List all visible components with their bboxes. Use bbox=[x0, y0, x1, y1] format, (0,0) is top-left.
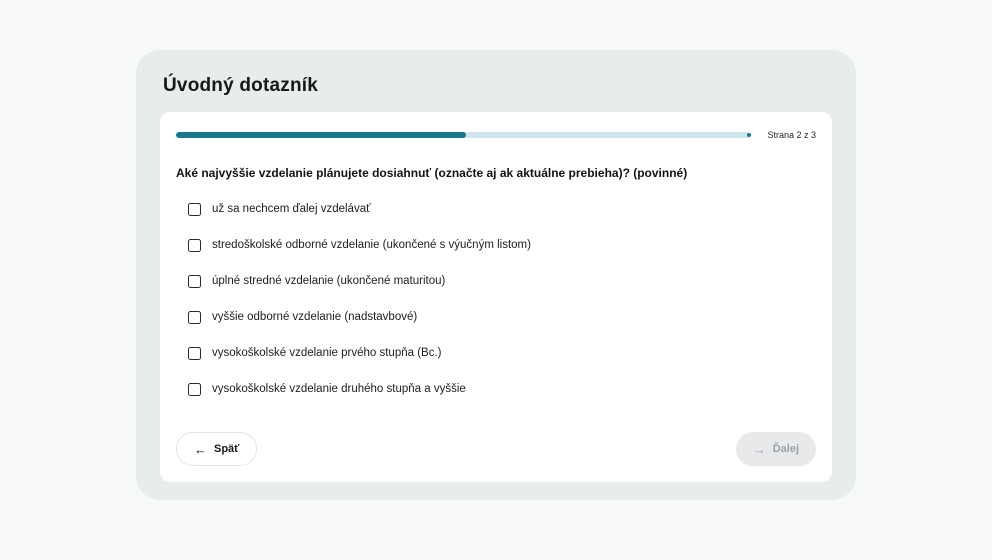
option-row[interactable] bbox=[188, 191, 816, 227]
checkbox[interactable] bbox=[188, 311, 201, 324]
checkbox[interactable] bbox=[188, 203, 201, 216]
progress-row bbox=[176, 130, 816, 140]
progress-fill bbox=[176, 132, 466, 138]
progress-bar bbox=[176, 132, 750, 138]
arrow-left-icon: ← bbox=[194, 441, 207, 457]
arrow-right-icon: → bbox=[752, 441, 766, 457]
footer bbox=[176, 432, 816, 466]
option-label: úplné stredné vzdelanie (ukončené maturitou) bbox=[212, 275, 446, 287]
back-button[interactable] bbox=[176, 432, 257, 466]
checkbox[interactable] bbox=[188, 275, 201, 288]
option-row[interactable] bbox=[188, 299, 816, 335]
option-row[interactable] bbox=[188, 227, 816, 263]
option-row[interactable] bbox=[188, 371, 816, 407]
option-label: stredoškolské odborné vzdelanie (ukončené s výučným listom) bbox=[212, 239, 531, 251]
checkbox[interactable] bbox=[188, 239, 201, 252]
option-label: už sa nechcem ďalej vzdelávať bbox=[212, 203, 371, 215]
progress-label: Strana 2 z 3 bbox=[767, 130, 816, 140]
checkbox[interactable] bbox=[188, 347, 201, 360]
option-label: vysokoškolské vzdelanie druhého stupňa a vyššie bbox=[212, 383, 466, 395]
questionnaire-panel bbox=[160, 112, 832, 482]
option-row[interactable] bbox=[188, 263, 816, 299]
next-button[interactable] bbox=[736, 432, 816, 466]
progress-end-dot bbox=[747, 133, 751, 137]
survey-card bbox=[136, 50, 856, 500]
page-title: Úvodný dotazník bbox=[163, 75, 319, 96]
question-text: Aké najvyššie vzdelanie plánujete dosiahnuť (označte aj ak aktuálne prebieha)? (povinné) bbox=[176, 166, 688, 180]
option-label: vyššie odborné vzdelanie (nadstavbové) bbox=[212, 311, 418, 323]
option-row[interactable] bbox=[188, 335, 816, 371]
next-button-label: Ďalej bbox=[772, 443, 799, 455]
option-label: vysokoškolské vzdelanie prvého stupňa (Bc.) bbox=[212, 347, 442, 359]
checkbox[interactable] bbox=[188, 383, 201, 396]
options-list bbox=[176, 191, 816, 407]
back-button-label: Späť bbox=[214, 443, 240, 455]
